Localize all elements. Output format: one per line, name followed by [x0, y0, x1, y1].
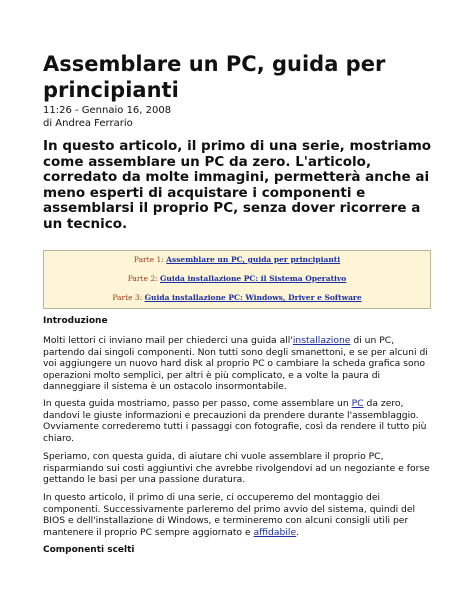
- section-heading-introduzione: Introduzione: [43, 316, 108, 326]
- article-meta: [43, 104, 171, 130]
- part-link[interactable]: Guida installazione PC: il Sistema Operativo: [160, 274, 347, 283]
- article-time: 11:26 - Gennaio 16, 2008: [43, 105, 172, 116]
- article-lead: In questo articolo, il primo di una serie, mostriamo come assemblare un PC da zero. L'articolo, corredato da molte immagini, permetterà anche ai meno esperti di acquistare i componenti e assemblarsi il proprio PC, senza dover ricorrere a un tecnico.: [43, 138, 432, 232]
- part-link[interactable]: Assemblare un PC, guida per principianti: [166, 255, 341, 264]
- part-link[interactable]: Guida installazione PC: Windows, Driver e Software: [144, 293, 362, 302]
- part-label: Parte 1: [133, 255, 162, 264]
- part-label: Parte 3: [112, 293, 140, 302]
- link-affidabile[interactable]: affidabile: [253, 526, 297, 538]
- section-heading-componenti: Componenti scelti: [43, 545, 135, 555]
- article-title: Assemblare un PC, guida per principianti: [43, 52, 386, 102]
- paragraph-4: In questo articolo, il primo di una serie, ci occuperemo del montaggio dei componenti. Successivamente parleremo del primo avvio del sistema, quindi del BIOS e dell'installazione di Windows, e termineremo con alcuni consigli utili per mantenere il proprio PC sempre aggiornato e affidabile.: [43, 492, 416, 538]
- series-parts-box: [43, 250, 431, 309]
- paragraph-3: Speriamo, con questa guida, di aiutare chi vuole assemblare il proprio PC, risparmiando sui costi aggiuntivi che avrebbe rivolgendovi ad un negoziante e forse gettando le basi per una passione duratura.: [43, 451, 430, 486]
- paragraph-2: In questa guida mostriamo, passo per passo, come assemblare un PC da zero, dandovi le giuste informazioni e precauzioni da prendere durante l'assemblaggio. Ovviamente correderemo tutti i passaggi con fotografie, così da rendere il tutto più chiaro.: [43, 398, 427, 444]
- part-label: Parte 2: [127, 274, 156, 283]
- series-part-3: Parte 3: Guida installazione PC: Windows, Driver e Software: [112, 293, 362, 302]
- series-part-2: Parte 2: Guida installazione PC: il Sistema Operativo: [127, 274, 347, 283]
- paragraph-1: Molti lettori ci inviano mail per chiederci una guida all'installazione di un PC, partendo dai singoli componenti. Non tutti sono degli smanettoni, e se per alcuni di voi aggiungere un nuovo hard disk al proprio PC o cambiare la scheda grafica sono operazioni molto semplici, per altri è più complicato, e a volte la paura di danneggiare il sistema è un ostacolo insormontabile.: [43, 335, 428, 393]
- series-part-1: Parte 1: Assemblare un PC, guida per principianti: [133, 255, 341, 264]
- link-pc[interactable]: PC: [351, 398, 364, 409]
- article-author: di Andrea Ferrario: [43, 118, 133, 129]
- link-installazione[interactable]: installazione: [292, 335, 351, 346]
